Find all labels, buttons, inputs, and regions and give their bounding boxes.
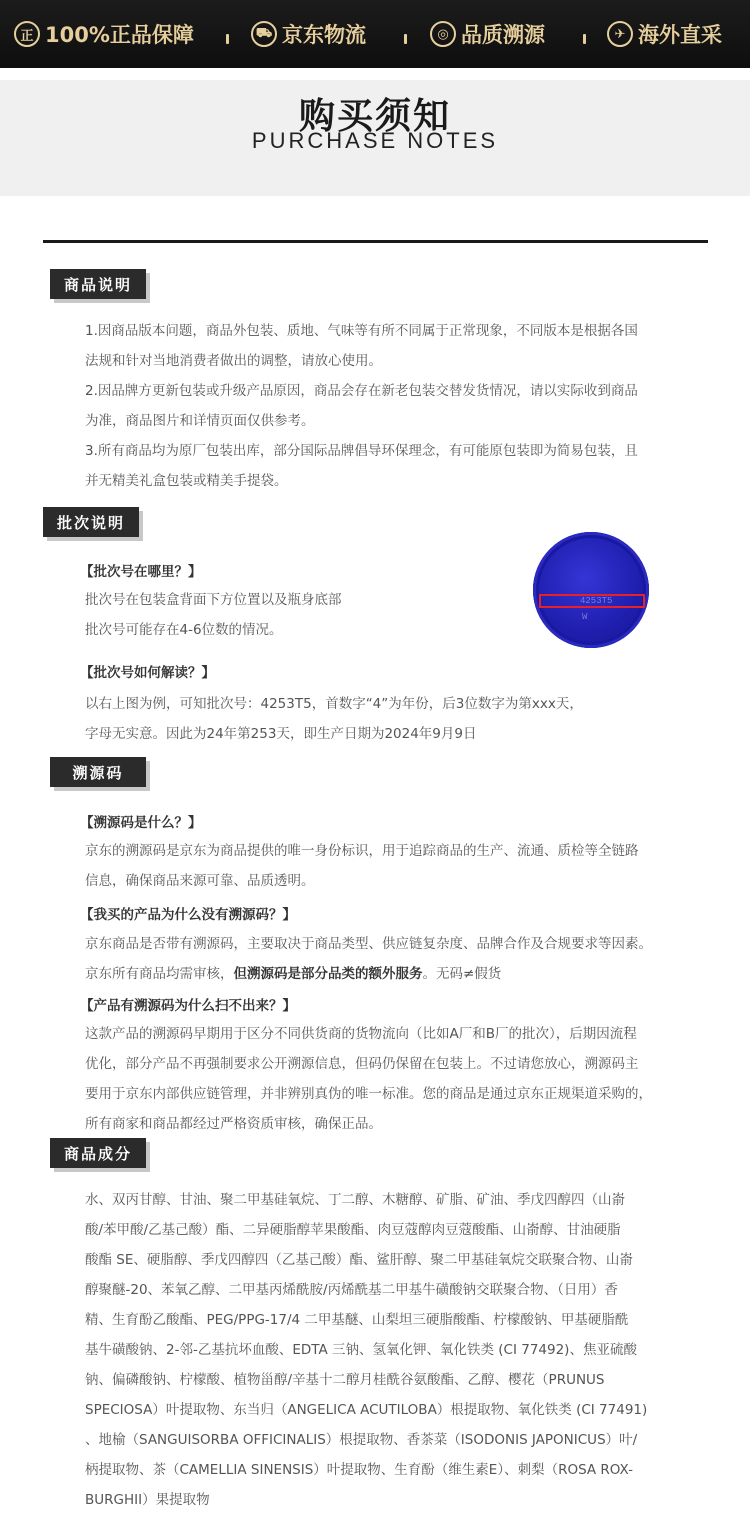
- question-batch-decode: 【批次号如何解读？】: [80, 665, 215, 681]
- text-line: 水、双丙甘醇、甘油、聚二甲基硅氧烷、丁二醇、木糖醇、矿脂、矿油、季戊四醇四（山嵛: [85, 1192, 625, 1208]
- text-line: 京东商品是否带有溯源码，主要取决于商品类型、供应链复杂度、品牌合作及合规要求等因素。: [85, 936, 652, 952]
- banner-divider: [226, 34, 229, 44]
- text-line: 1.因商品版本问题，商品外包装、质地、气味等有所不同属于正常现象，不同版本是根据各国: [85, 323, 638, 339]
- zheng-badge-icon: 正: [14, 21, 40, 47]
- text-line: 并无精美礼盒包装或精美手提袋。: [85, 473, 288, 489]
- question-trace-missing: 【我买的产品为什么没有溯源码？】: [80, 907, 296, 923]
- logistics-icon: ⛟: [251, 21, 277, 47]
- page-title: 购买须知: [298, 96, 451, 137]
- divider: [43, 240, 708, 243]
- question-batch-location: 【批次号在哪里？】: [80, 564, 202, 580]
- text-line: BURGHII）果提取物: [85, 1492, 210, 1508]
- text-line: 以右上图为例，可知批次号：4253T5，首数字“4”为年份，后3位数字为第xxx天，: [85, 696, 583, 712]
- banner-label: 100%正品保障: [45, 23, 194, 47]
- batch-code-highlight: [539, 594, 645, 608]
- section-heading-batch: 批次说明: [43, 507, 139, 537]
- text-line: 字母无实意。因此为24年第253天，即生产日期为2024年9月9日: [85, 726, 477, 742]
- section-heading-trace: 溯源码: [50, 757, 146, 787]
- text-segment: 京东所有商品均需审核，: [85, 966, 234, 982]
- banner-label: 京东物流: [282, 23, 366, 47]
- answer-batch-decode: [85, 689, 583, 749]
- banner-item-trace: [430, 0, 545, 68]
- cap-batch-code: 4253T5: [580, 596, 613, 606]
- text-line: SPECIOSA）叶提取物、东当归（ANGELICA ACUTILOBA）根提取物、氧化铁类 (CI 77491): [85, 1402, 648, 1418]
- answer-trace-what: [85, 836, 639, 896]
- guarantee-banner: [0, 0, 750, 68]
- text-line: 为准，商品图片和详情页面仅供参考。: [85, 413, 315, 429]
- text-line: 批次号在包装盒背面下方位置以及瓶身底部: [85, 592, 342, 608]
- answer-trace-scan: [85, 1019, 652, 1139]
- text-line: 批次号可能存在4-6位数的情况。: [85, 622, 283, 638]
- banner-label: 品质溯源: [461, 23, 545, 47]
- banner-divider: [583, 34, 586, 44]
- text-line: 、地榆（SANGUISORBA OFFICINALIS）根提取物、香茶菜（ISODONIS JAPONICUS）叶/: [85, 1432, 638, 1448]
- text-line: 京东的溯源码是京东为商品提供的唯一身份标识，用于追踪商品的生产、流通、质检等全链路: [85, 843, 639, 859]
- text-line: 柄提取物、茶（CAMELLIA SINENSIS）叶提取物、生育酚（维生素E）、刺梨（ROSA ROX-: [85, 1462, 634, 1478]
- product-note-text: [85, 316, 638, 496]
- banner-item-logistics: [251, 0, 366, 68]
- text-line: 2.因品牌方更新包装或升级产品原因，商品会存在新老包装交替发货情况，请以实际收到商品: [85, 383, 638, 399]
- text-line: 酸/苯甲酸/乙基己酸）酯、二异硬脂醇苹果酸酯、肉豆蔻醇肉豆蔻酸酯、山嵛醇、甘油硬脂: [85, 1222, 621, 1238]
- ingredients-text: [85, 1185, 647, 1515]
- question-trace-scan: 【产品有溯源码为什么扫不出来？】: [80, 998, 296, 1014]
- bottle-cap-image: [533, 532, 649, 648]
- text-line: 要用于京东内部供应链管理，并非辨别真伪的唯一标准。您的商品是通过京东正规渠道采购的，: [85, 1086, 652, 1102]
- page-subtitle: PURCHASE NOTES: [251, 128, 499, 153]
- text-line: 基牛磺酸钠、2-邻-乙基抗坏血酸、EDTA 三钠、氢氧化钾、氧化铁类 (CI 77492)、焦亚硫酸: [85, 1342, 637, 1358]
- section-heading-product-note: 商品说明: [50, 269, 146, 299]
- text-line: 这款产品的溯源码早期用于区分不同供货商的货物流向（比如A厂和B厂的批次），后期因流程: [85, 1026, 637, 1042]
- cap-marking: W: [582, 612, 588, 622]
- banner-label: 海外直采: [638, 23, 722, 47]
- trace-icon: ◎: [430, 21, 456, 47]
- text-segment: 。无码≠假货: [422, 966, 502, 982]
- text-line: 优化，部分产品不再强制要求公开溯源信息，但码仍保留在包装上。不过请您放心，溯源码主: [85, 1056, 639, 1072]
- text-line: 酸酯 SE、硬脂醇、季戊四醇四（乙基己酸）酯、鲨肝醇、聚二甲基硅氧烷交联聚合物、山嵛: [85, 1252, 633, 1268]
- plane-icon: ✈: [607, 21, 633, 47]
- text-line: 醇聚醚-20、苯氧乙醇、二甲基丙烯酰胺/丙烯酰基二甲基牛磺酸钠交联聚合物、（日用）香: [85, 1282, 618, 1298]
- question-trace-what: 【溯源码是什么？】: [80, 815, 202, 831]
- text-line: 精、生育酚乙酸酯、PEG/PPG-17/4 二甲基醚、山梨坦三硬脂酸酯、柠檬酸钠、甲基硬脂酰: [85, 1312, 629, 1328]
- emphasis-text: 但溯源码是部分品类的额外服务: [233, 966, 423, 982]
- text-line: 所有商家和商品都经过严格资质审核，确保正品。: [85, 1116, 382, 1132]
- section-heading-ingredients: 商品成分: [50, 1138, 146, 1168]
- answer-batch-location: [85, 585, 342, 645]
- banner-item-authentic: [14, 0, 194, 68]
- answer-trace-missing: [85, 929, 652, 989]
- text-line: 钠、偏磷酸钠、柠檬酸、植物甾醇/辛基十二醇月桂酰谷氨酸酯、乙醇、樱花（PRUNUS: [85, 1372, 605, 1388]
- text-line: [85, 959, 652, 989]
- text-line: 信息，确保商品来源可靠、品质透明。: [85, 873, 315, 889]
- banner-item-overseas: [607, 0, 722, 68]
- banner-divider: [404, 34, 407, 44]
- text-line: 法规和针对当地消费者做出的调整，请放心使用。: [85, 353, 382, 369]
- text-line: 3.所有商品均为原厂包装出库，部分国际品牌倡导环保理念，有可能原包装即为简易包装，且: [85, 443, 638, 459]
